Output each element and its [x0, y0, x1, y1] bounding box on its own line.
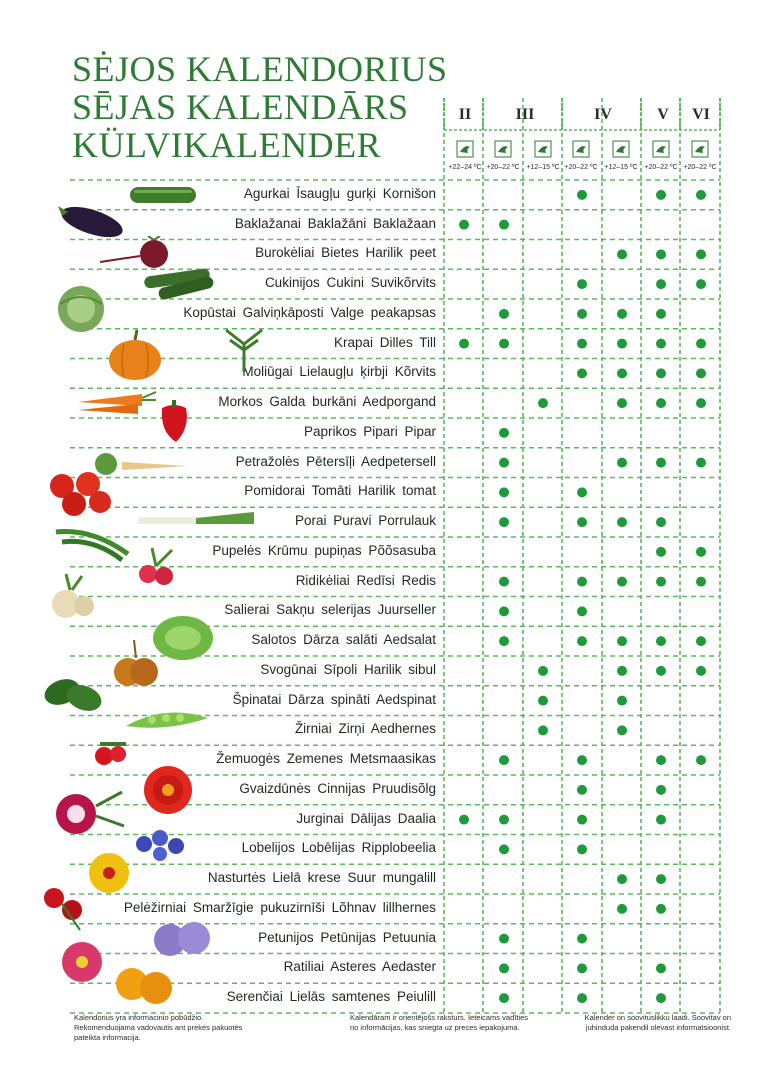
plant-name: Pomidorai Tomāti Harilik tomat [244, 483, 436, 499]
plant-name: Ratiliai Asteres Aedaster [283, 959, 436, 975]
nasturtium-picture [84, 850, 134, 896]
celery-root-picture [46, 572, 98, 620]
plant-name: Jurginai Dālijas Daalia [296, 810, 436, 826]
footnote-estonian: Kalender on soovituslikku laadi. Soovitav on juhinduda pakendil olevast informatsioonist. [584, 1013, 731, 1032]
plant-name: Salotos Dārza salāti Aedsalat [251, 632, 436, 648]
zinnia-picture [140, 762, 196, 818]
temperature-label: +20–22 ºC [486, 164, 520, 171]
aster-picture [60, 940, 104, 984]
plant-name: Gvaizdūnės Cinnijas Pruudisõlg [239, 780, 436, 796]
plant-name: Žirniai Zirņi Aedhernes [294, 721, 436, 737]
title-estonian: KÜLVIKALENDER [72, 125, 382, 165]
marigold-picture [112, 962, 178, 1010]
peas-picture [122, 698, 212, 738]
plant-name: Morkos Galda burkāni Aedporgand [218, 394, 436, 410]
radish-picture [132, 544, 182, 588]
plant-name: Petražolės Pētersīļi Aedpetersell [235, 453, 436, 469]
plant-name: Pelėžirniai Smaržīgie pukuzirnīši Lõhnav lillhernes [123, 899, 436, 915]
eggplant-picture [52, 200, 126, 240]
temperature-label: +20–22 ºC [564, 164, 598, 171]
plant-name: Serenčiai Lielās samtenes Peiulill [226, 989, 436, 1005]
footnote-latvian: Kalendāram ir orientējošs raksturs. Ieteicams vadīties no informācijas, kas sniegta uz preces iepakojuma. [350, 1013, 528, 1032]
footnote-lithuanian: Kalendorius yra informacinio pobūdžio. Rekomenduojama vadovautis ant prekės pakuotės pateikta informacija. [74, 1013, 243, 1042]
plant-name: Krapai Dilles Till [333, 334, 436, 350]
spinach-picture [40, 670, 106, 718]
leek-picture [136, 510, 256, 530]
carrot-picture [74, 388, 158, 416]
month-label-iii: III [515, 106, 535, 123]
pepper-picture [154, 398, 194, 444]
month-label-vi: VI [692, 106, 710, 123]
sweet-pea-picture [36, 880, 88, 932]
plant-name: Pupelės Krūmu pupiņas Põõsasuba [212, 542, 436, 558]
dill-picture [216, 324, 272, 374]
month-label-iv: IV [594, 106, 612, 123]
plant-name: Petunijos Petūnijas Petuunia [258, 929, 436, 945]
cabbage-picture [48, 284, 114, 334]
zucchini-picture [140, 266, 220, 300]
month-label-ii: II [458, 106, 472, 123]
cucumber-picture [128, 183, 200, 207]
onion-picture [108, 636, 162, 690]
plant-name: Ridikėliai Redīsi Redis [295, 572, 436, 588]
temperature-label: +12–15 ºC [526, 164, 560, 171]
plant-name: Baklažanai Baklažāni Baklažaan [234, 215, 436, 231]
plant-name: Svogūnai Sīpoli Harilik sibul [260, 661, 436, 677]
plant-name: Porai Puravi Porrulauk [294, 513, 436, 529]
plant-name: Moliūgai Lielaugļu ķirbji Kõrvits [242, 364, 436, 380]
plant-name: Paprikos Pipari Pipar [303, 423, 436, 439]
title-latvian: SĒJAS KALENDĀRS [72, 87, 409, 127]
temperature-label: +20–22 ºC [644, 164, 678, 171]
plant-name: Nasturtės Lielā krese Suur mungalill [207, 870, 436, 886]
plant-name: Špinatai Dārza spināti Aedspinat [232, 691, 436, 707]
strawberry-picture [90, 738, 134, 768]
plant-name: Kopūstai Galviņkāposti Valge peakapsas [183, 304, 436, 320]
temperature-label: +22–24 ºC [448, 164, 482, 171]
beans-picture [52, 524, 132, 564]
tomato-picture [44, 468, 114, 518]
title-lithuanian: SĖJOS KALENDORIUS [72, 49, 448, 89]
temperature-label: +12–15 ºC [604, 164, 638, 171]
plant-name: Žemuogės Zemenes Metsmaasikas [216, 751, 436, 767]
petunia-picture [150, 916, 216, 964]
dahlia-picture [52, 786, 128, 842]
lobelia-picture [130, 824, 194, 864]
plant-name: Agurkai Īsaugļu gurķi Kornišon [243, 185, 436, 201]
plant-name: Salierai Sakņu selerijas Juurseller [224, 602, 436, 618]
plant-name: Burokėliai Bietes Harilik peet [255, 245, 436, 261]
month-label-v: V [657, 106, 669, 123]
plant-name: Cukinijos Cukini Suvikõrvits [264, 275, 436, 291]
pumpkin-picture [106, 328, 164, 382]
plant-name: Lobelijos Lobēlijas Ripplobeelia [241, 840, 436, 856]
temperature-label: +20–22 ºC [683, 164, 717, 171]
